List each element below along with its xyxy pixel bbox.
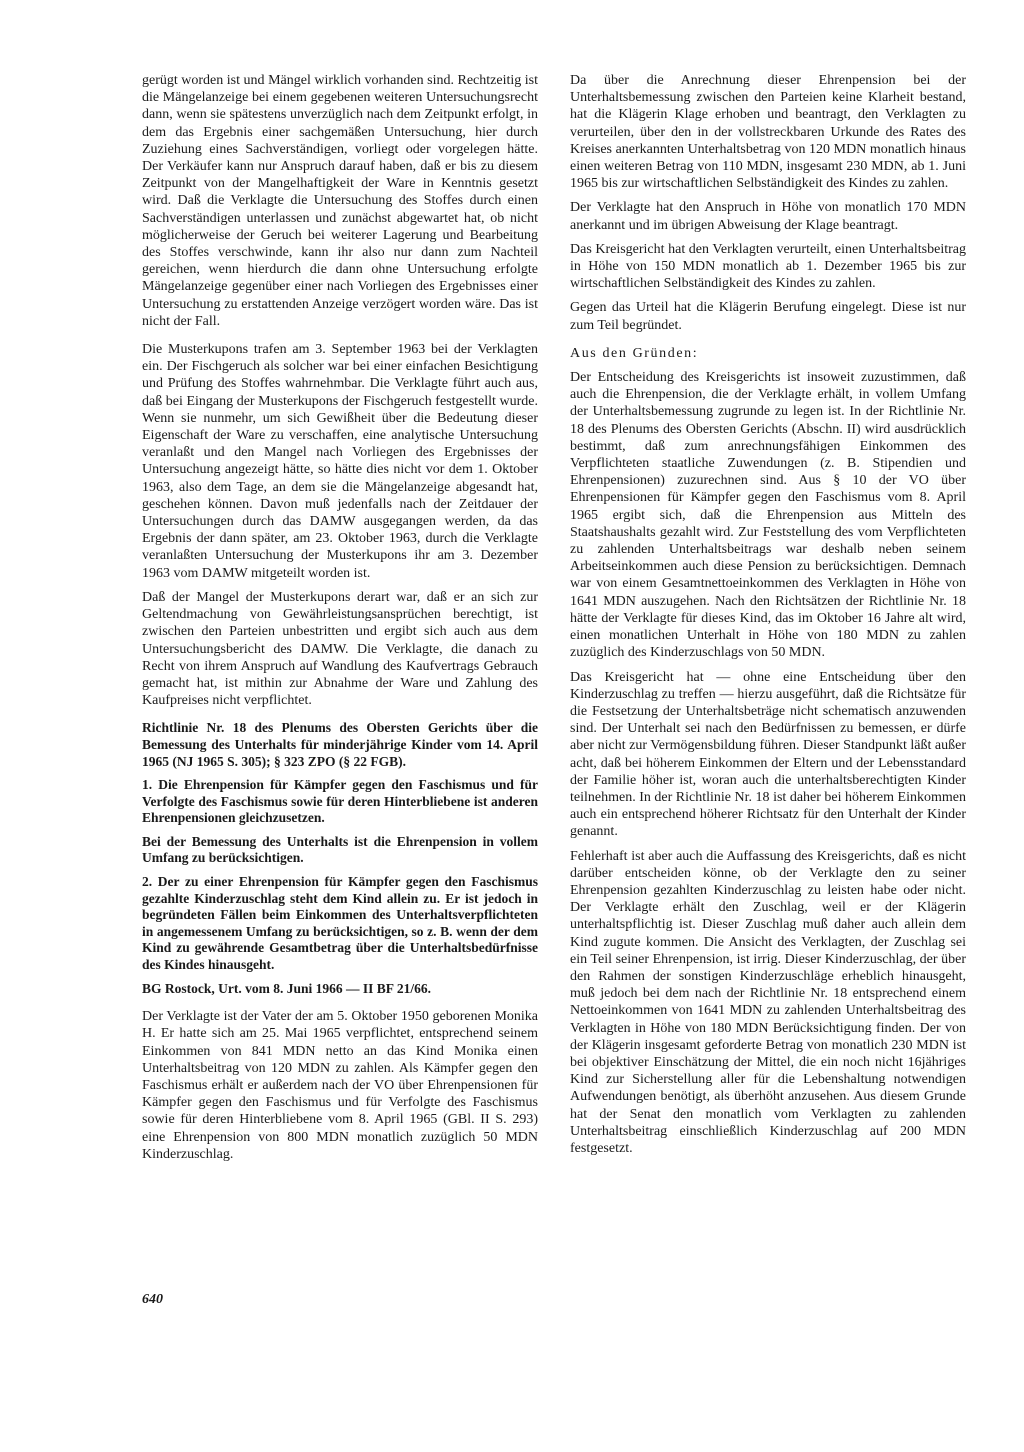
paragraph: Der Verklagte ist der Vater der am 5. Oktober 1950 geborenen Monika H. Er hatte sich am 25. Mai 1965 verpflichtet, entsprechend seinem Einkommen von 841 MDN netto an das Kind Monika einen Unterhaltsbeitrag von 120 MDN zu zahlen. Als Kämpfer gegen den Faschismus erhält er außerdem nach der VO über Ehrenpensionen für Kämpfer gegen den Faschismus und für Verfolgte des Faschismus sowie für deren Hinterbliebene vom 8. April 1965 (GBl. II S. 293) eine Ehrenpension von 800 MDN monatlich zuzüglich 50 MDN Kinderzuschlag. — [142, 1009, 538, 1162]
paragraph: Gegen das Urteil hat die Klägerin Berufung eingelegt. Diese ist nur zum Teil begründet. — [570, 300, 966, 333]
right-column — [570, 72, 966, 1157]
paragraph: Da über die Anrechnung dieser Ehrenpension bei der Unterhaltsbemessung zwischen den Parteien keine Klarheit bestand, hat die Klägerin Klage erhoben und beantragt, den Verklagten zu verurteilen, über den in der vollstreckbaren Urkunde des Rates des Kreises anerkannten Unterhaltsbetrag von 120 MDN monatlich hinaus einen weiteren Betrag von 110 MDN, insgesamt 230 MDN, ab 1. Juni 1965 bis zur wirtschaftlichen Selbständigkeit des Kindes zu zahlen. — [570, 73, 966, 192]
paragraph: Daß der Mangel der Musterkupons derart war, daß er an sich zur Geltendmachung von Gewährleistungsansprüchen berechtigt, ist zwischen den Parteien unbestritten und ergibt sich auch aus dem Untersuchungsbericht des DAMW. Die Verklagte, die danach zu Recht von ihrem Anspruch auf Wandlung des Kaufvertrags Gebrauch gemacht hat, ist mithin zur Abnahme der Ware und Zahlung des Kaufpreises nicht verpflichtet. — [142, 589, 538, 709]
paragraph: Die Musterkupons trafen am 3. September 1963 bei der Verklagten ein. Der Fischgeruch als solcher war bei einer einfachen Besichtigung und Prüfung des Stoffes wahrnehmbar. Die Verklagte führt auch aus, daß bei Eingang der Musterkupons der Fischgeruch festgestellt wurde. Wenn sie nunmehr, um sich Gewißheit über die Bedeutung dieser Eigenschaft der Ware zu verschaffen, eine analytische Untersuchung veranlaßt und den Mangel nach Vorliegen des Ergebnisses der Untersuchung angezeigt hätte, so hätte dies nicht vor dem 1. Oktober 1963, also dem Tage, an dem sie die Mängelanzeige abgesandt hat, geschehen können. Davon muß jedenfalls nach der Zeitdauer der Untersuchungen durch das DAMW ausgegangen werden, da das Ergebnis der dann später, am 23. Oktober 1963, durch die Verklagte veranlaßten Untersuchung der Musterkupons ihr am 3. Dezember 1963 vom DAMW mitgeteilt worden ist. — [142, 342, 538, 581]
section-heading: Aus den Gründen: — [570, 345, 699, 361]
left-column — [142, 72, 538, 1163]
paragraph: Der Verklagte hat den Anspruch in Höhe von monatlich 170 MDN anerkannt und im übrigen Abweisung der Klage beantragt. — [570, 200, 966, 233]
headnote-1: 1. Die Ehrenpension für Kämpfer gegen den Faschismus und für Verfolgte des Faschismus sowie für deren Hinterbliebene ist anderen Ehrenpensionen gleichzusetzen. — [142, 777, 538, 826]
court-citation: BG Rostock, Urt. vom 8. Juni 1966 — II BF 21/66. — [142, 980, 432, 996]
headnote-2: 2. Der zu einer Ehrenpension für Kämpfer gegen den Faschismus gezahlte Kinderzuschlag steht dem Kind allein zu. Er ist jedoch in begründeten Fällen beim Einkommen des Unterhaltsverpflichteten in angemessenem Umfang zu berücksichtigen, so z. B. wenn der dem Kind zu gewährende Gesamtbetrag über die Unterhaltsbedürfnisse des Kindes hinausgeht. — [142, 874, 538, 973]
page-number: 640 — [142, 1292, 163, 1307]
paragraph: Fehlerhaft ist aber auch die Auffassung des Kreisgerichts, daß es nicht darüber entscheiden könne, ob der Verklagte den zu seiner Ehrenpension gezahlten Kinderzuschlag zu leisten habe oder nicht. Der Verklagte erhält den Zuschlag, weil er der Klägerin unterhaltspflichtig ist. Dieser Zuschlag muß daher auch allein dem Kind zugute kommen. Die Ansicht des Verklagten, der Zuschlag sei ein Teil seiner Ehrenpension, ist irrig. Dieser Kinderzuschlag, der über den Rahmen der sonstigen Kinderzuschläge erheblich hinausgeht, muß jedoch bei dem nach der Richtlinie Nr. 18 entsprechend einem Nettoeinkommen von 1641 MDN zu zahlenden Unterhaltsbeitrag des Verklagten in Höhe von 180 MDN Berücksichtigung finden. Der von der Klägerin insgesamt geforderte Betrag von monatlich 230 MDN ist bei objektiver Einschätzung der Mittel, die ein noch nicht 16jähriges Kind zur Sicherstellung aller für die Lebenshaltung notwendigen Aufwendungen benötigt, als überhöht anzusehen. Aus diesem Grunde hat der Senat den monatlich vom Verklagten zu zahlenden Unterhaltsbeitrag einschließlich Kinderzuschlag auf 200 MDN festgesetzt. — [570, 848, 966, 1156]
paragraph: gerügt worden ist und Mängel wirklich vorhanden sind. Rechtzeitig ist die Mängelanzeige bei einem gegebenen weiteren Untersuchungsrecht dann, wenn sie spätestens unverzüglich nach dem Zeitpunkt erfolgt, in dem das Ergebnis einer sachgemäßen Untersuchung, hier durch Zuziehung eines Sachverständigen, vorliegt oder vorgelegen hätte. Der Verkäufer kann nur Anspruch darauf haben, daß er bis zu diesem Zeitpunkt von der Mangelhaftigkeit der Ware in Kenntnis gesetzt wird. Daß die Verklagte die Untersuchung des Stoffes durch einen Sachverständigen unterlassen und zunächst abgewartet hat, ob nicht möglicherweise der Geruch bei weiterer Lagerung und Bearbeitung des Stoffes verschwinde, kann ihr also nur dann zum Nachteil gereichen, wenn hierdurch die dann ohne Untersuchung erfolgte Mängelanzeige gegenüber einer nach Vorliegen des Ergebnisses einer Untersuchung zu erstattenden Anzeige verzögert worden wäre. Das ist nicht der Fall. — [142, 73, 538, 329]
decision-heading: Richtlinie Nr. 18 des Plenums des Obersten Gerichts über die Bemessung des Unterhalts für minderjährige Kinder vom 14. April 1965 (NJ 1965 S. 305); § 323 ZPO (§ 22 FGB). — [142, 720, 538, 769]
paragraph: Das Kreisgericht hat — ohne eine Entscheidung über den Kinderzuschlag zu treffen — hierzu ausgeführt, daß die Richtsätze für die Festsetzung der Unterhaltsbeträge nicht schematisch anzuwenden sind. Der Unterhalt sei nach den Bedürfnissen zu bemessen, er dürfe aber nicht zur Vermögensbildung führen. Dieser Standpunkt läßt außer acht, daß bei höherem Einkommen der Eltern und der Lebensstandard der Familie höher ist, woran auch die unterhaltsberechtigten Kinder teilnehmen. In der Richtlinie Nr. 18 ist daher bei höherem Einkommen auch ein entsprechend höherer Richtsatz für den Unterhalt der Kinder genannt. — [570, 669, 966, 840]
paragraph: Das Kreisgericht hat den Verklagten verurteilt, einen Unterhaltsbeitrag in Höhe von 150 MDN monatlich ab 1. Dezember 1965 bis zur wirtschaftlichen Selbständigkeit des Kindes zu zahlen. — [570, 241, 966, 292]
paragraph: Der Entscheidung des Kreisgerichts ist insoweit zuzustimmen, daß auch die Ehrenpension, die der Verklagte erhält, in vollem Umfang der Unterhaltsbemessung zugrunde zu legen ist. In der Richtlinie Nr. 18 des Plenums des Obersten Gerichts (Abschn. II) wird ausdrücklich bestimmt, daß zum anrechnungsfähigen Einkommen des Verpflichteten staatliche Zuwendungen (z. B. Stipendien und Ehrenpensionen) zuzurechnen sind. Aus § 10 der VO über Ehrenpensionen für Kämpfer gegen den Faschismus vom 8. April 1965 ergibt sich, daß die Ehrenpension aus Mitteln des Staatshaushalts gezahlt wird. Zur Feststellung des vom Verpflichteten zu zahlenden Unterhaltsbeitrags war deshalb neben seinem Arbeitseinkommen auch diese Pension zu berücksichtigen. Demnach war von einem Gesamtnettoeinkommen des Verklagten in Höhe von 1641 MDN auszugehen. Nach den Richtsätzen der Richtlinie Nr. 18 hätte der Verklagte für dieses Kind, das im Oktober 16 Jahre alt wird, einen monatlichen Unterhalt in Höhe von 180 MDN zu zahlen zuzüglich des Kinderzuschlags von 50 MDN. — [570, 370, 966, 661]
headnote-1b: Bei der Bemessung des Unterhalts ist die Ehrenpension in vollem Umfang zu berücksichtigen. — [142, 833, 538, 866]
